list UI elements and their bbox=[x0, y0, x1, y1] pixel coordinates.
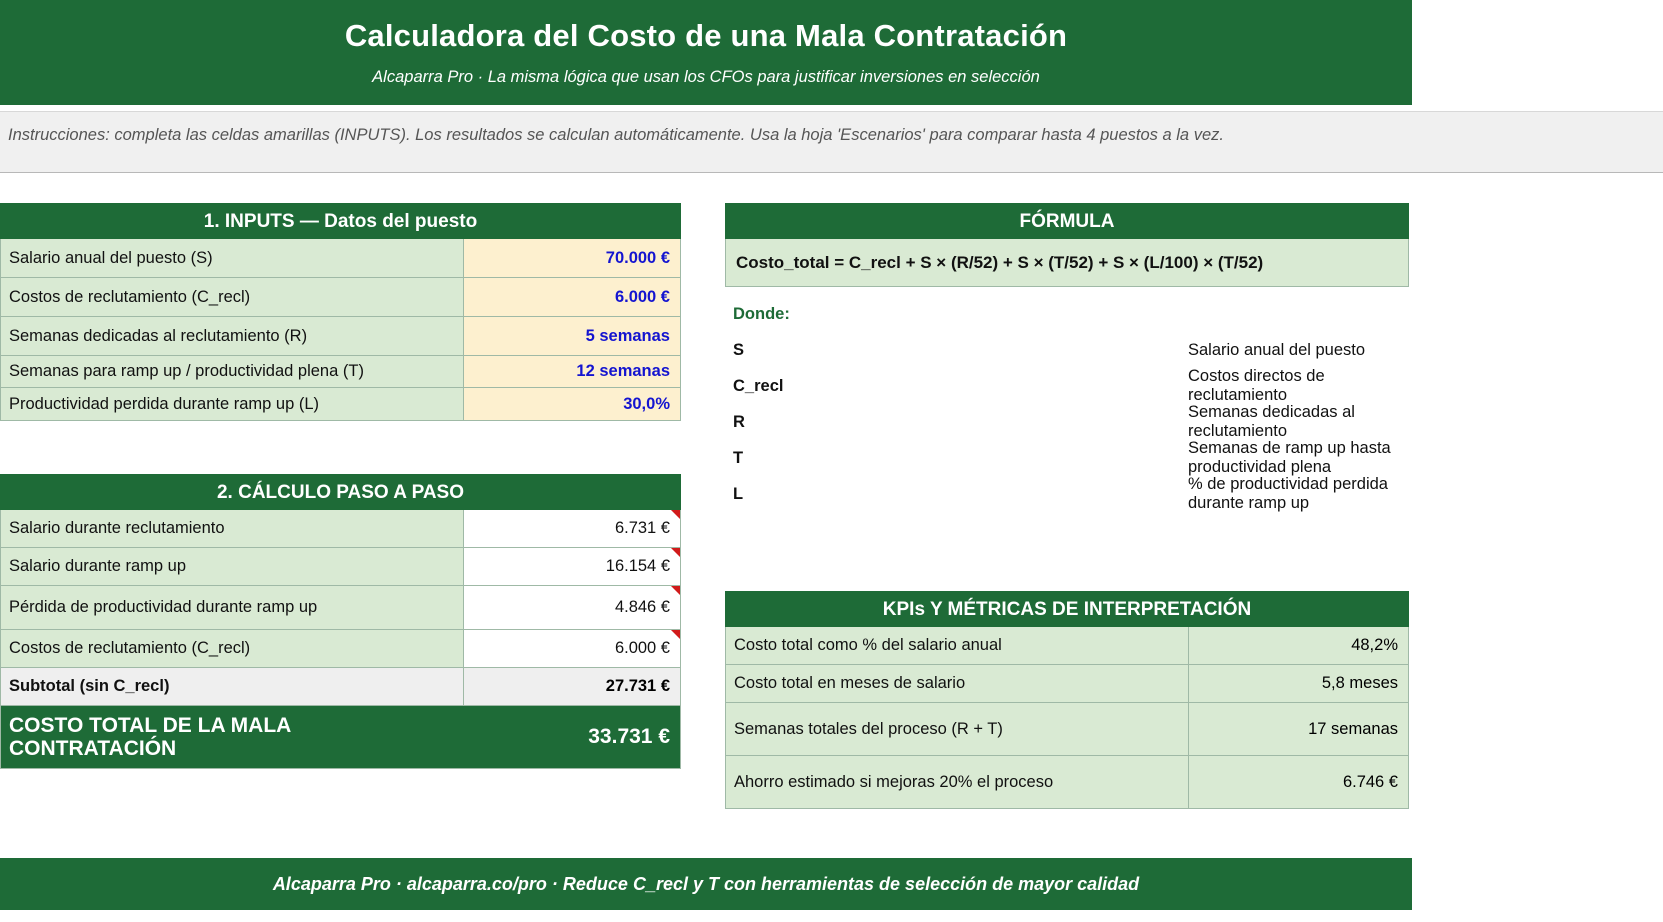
calc-label-total: COSTO TOTAL DE LA MALA CONTRATACIÓN bbox=[1, 706, 463, 768]
formula-section-title: FÓRMULA bbox=[725, 203, 1409, 239]
calc-value-productivity-loss: 4.846 € bbox=[463, 586, 680, 629]
legend-symbol-s: S bbox=[733, 340, 745, 359]
input-value-weeks-recruiting[interactable]: 5 semanas bbox=[463, 317, 680, 355]
legend-symbol-crecl: C_recl bbox=[733, 376, 784, 395]
calc-label-subtotal: Subtotal (sin C_recl) bbox=[1, 668, 463, 705]
formula-section bbox=[725, 203, 1409, 512]
input-label-salary: Salario anual del puesto (S) bbox=[1, 239, 463, 277]
table-row bbox=[0, 317, 681, 356]
formula-where-label: Donde: bbox=[733, 305, 790, 323]
calc-value-salary-rampup: 16.154 € bbox=[463, 548, 680, 585]
table-row bbox=[0, 548, 681, 586]
calc-label-salary-rampup: Salario durante ramp up bbox=[1, 548, 463, 585]
legend-symbol-r: R bbox=[733, 412, 745, 431]
legend-symbol-t: T bbox=[733, 448, 744, 467]
input-value-salary[interactable]: 70.000 € bbox=[463, 239, 680, 277]
comment-marker-icon bbox=[671, 586, 680, 595]
inputs-section-title: 1. INPUTS — Datos del puesto bbox=[0, 203, 681, 239]
page-header bbox=[0, 0, 1412, 105]
table-row bbox=[725, 627, 1409, 665]
kpi-section bbox=[725, 591, 1409, 809]
inputs-section bbox=[0, 203, 681, 421]
kpi-value-estimated-saving: 6.746 € bbox=[1188, 756, 1408, 808]
input-label-lost-productivity: Productividad perdida durante ramp up (L) bbox=[1, 388, 463, 420]
kpi-value-cost-percent: 48,2% bbox=[1188, 627, 1408, 664]
input-value-lost-productivity[interactable]: 30,0% bbox=[463, 388, 680, 420]
calc-label-recruitment-cost: Costos de reclutamiento (C_recl) bbox=[1, 630, 463, 667]
page-title: Calculadora del Costo de una Mala Contratación bbox=[344, 18, 1068, 53]
comment-marker-icon bbox=[671, 548, 680, 557]
calc-value-recruitment-cost: 6.000 € bbox=[463, 630, 680, 667]
table-row bbox=[0, 239, 681, 278]
legend-description-t: Semanas de ramp up hasta productividad plena bbox=[1188, 439, 1391, 476]
table-row bbox=[0, 586, 681, 630]
legend-description-s: Salario anual del puesto bbox=[1188, 340, 1366, 359]
calc-label-productivity-loss: Pérdida de productividad durante ramp up bbox=[1, 586, 463, 629]
legend-item bbox=[725, 368, 1409, 404]
table-row bbox=[725, 756, 1409, 809]
kpi-label-cost-months: Costo total en meses de salario bbox=[726, 665, 1188, 702]
legend-description-l: % de productividad perdida durante ramp up bbox=[1188, 475, 1388, 512]
table-row bbox=[725, 703, 1409, 756]
kpi-label-total-weeks: Semanas totales del proceso (R + T) bbox=[726, 703, 1188, 755]
comment-marker-icon bbox=[671, 630, 680, 639]
table-row bbox=[0, 388, 681, 421]
calc-value-total: 33.731 € bbox=[463, 706, 680, 768]
comment-marker-icon bbox=[671, 510, 680, 519]
legend-item bbox=[725, 476, 1409, 512]
kpi-label-cost-percent: Costo total como % del salario anual bbox=[726, 627, 1188, 664]
kpi-section-title: KPIs Y MÉTRICAS DE INTERPRETACIÓN bbox=[725, 591, 1409, 627]
table-row bbox=[0, 510, 681, 548]
table-row bbox=[0, 630, 681, 668]
calc-value-salary-recruiting: 6.731 € bbox=[463, 510, 680, 547]
kpi-label-estimated-saving: Ahorro estimado si mejoras 20% el proceso bbox=[726, 756, 1188, 808]
legend-description-crecl: Costos directos de reclutamiento bbox=[1188, 367, 1325, 404]
table-row-subtotal bbox=[0, 668, 681, 706]
kpi-value-total-weeks: 17 semanas bbox=[1188, 703, 1408, 755]
formula-expression: Costo_total = C_recl + S × (R/52) + S × (T/52) + S × (L/100) × (T/52) bbox=[725, 239, 1409, 287]
legend-symbol-l: L bbox=[733, 484, 744, 503]
page-footer: Alcaparra Pro · alcaparra.co/pro · Reduce C_recl y T con herramientas de selección de mayor calidad bbox=[0, 858, 1412, 910]
input-value-recruitment-cost[interactable]: 6.000 € bbox=[463, 278, 680, 316]
legend-description-r: Semanas dedicadas al reclutamiento bbox=[1188, 403, 1355, 440]
calculation-section bbox=[0, 474, 681, 769]
legend-item bbox=[725, 440, 1409, 476]
kpi-value-cost-months: 5,8 meses bbox=[1188, 665, 1408, 702]
calc-value-subtotal: 27.731 € bbox=[463, 668, 680, 705]
table-row bbox=[725, 665, 1409, 703]
page-subtitle: Alcaparra Pro · La misma lógica que usan los CFOs para justificar inversiones en selección bbox=[372, 68, 1040, 86]
instructions-banner: Instrucciones: completa las celdas amarillas (INPUTS). Los resultados se calculan automáticamente. Usa la hoja 'Escenarios' para comparar hasta 4 puestos a la vez. bbox=[0, 111, 1663, 173]
legend-item bbox=[725, 404, 1409, 440]
table-row-total bbox=[0, 706, 681, 769]
input-label-weeks-rampup: Semanas para ramp up / productividad plena (T) bbox=[1, 356, 463, 387]
table-row bbox=[0, 278, 681, 317]
calc-label-salary-recruiting: Salario durante reclutamiento bbox=[1, 510, 463, 547]
input-label-weeks-recruiting: Semanas dedicadas al reclutamiento (R) bbox=[1, 317, 463, 355]
input-label-recruitment-cost: Costos de reclutamiento (C_recl) bbox=[1, 278, 463, 316]
input-value-weeks-rampup[interactable]: 12 semanas bbox=[463, 356, 680, 387]
calculation-section-title: 2. CÁLCULO PASO A PASO bbox=[0, 474, 681, 510]
legend-item bbox=[725, 332, 1409, 368]
table-row bbox=[0, 356, 681, 388]
